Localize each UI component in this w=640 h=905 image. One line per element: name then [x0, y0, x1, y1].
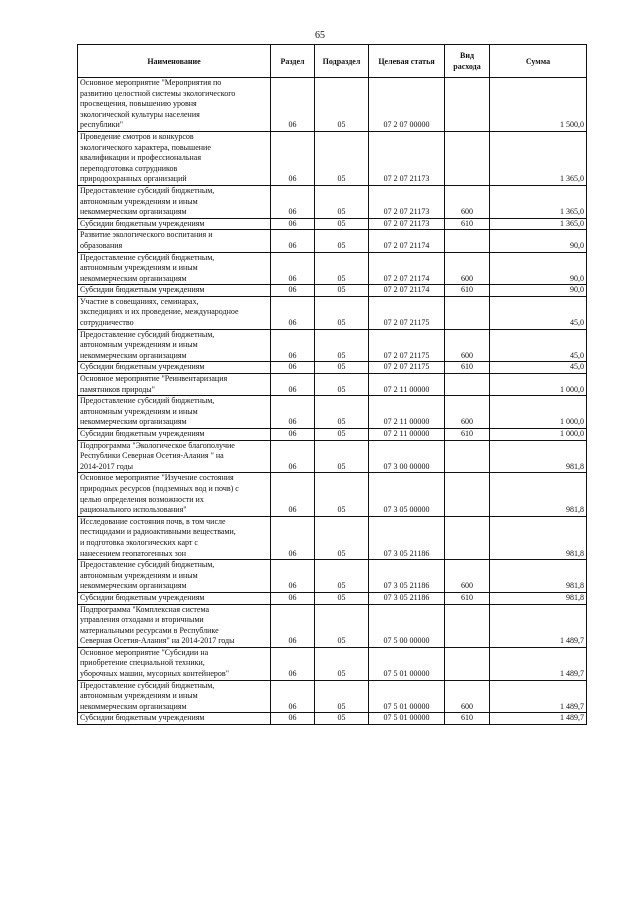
row-summa-cell: 1 489,7: [490, 713, 587, 725]
row-summa-cell: 1 365,0: [490, 185, 587, 218]
row-name-cell: Развитие экологического воспитания и образования: [78, 230, 271, 252]
row-podrazdel-cell: 05: [315, 516, 369, 559]
row-razdel-cell: 06: [271, 647, 315, 680]
row-podrazdel-cell: 05: [315, 185, 369, 218]
row-summa-cell: 1 489,7: [490, 680, 587, 713]
row-podrazdel-cell: 05: [315, 604, 369, 647]
row-vid-cell: 600: [445, 680, 490, 713]
row-vid-cell: 600: [445, 329, 490, 362]
row-name-cell: Субсидии бюджетным учреждениям: [78, 218, 271, 230]
row-name-cell: Субсидии бюджетным учреждениям: [78, 285, 271, 297]
row-vid-cell: [445, 78, 490, 132]
row-podrazdel-cell: 05: [315, 329, 369, 362]
row-name-cell: Основное мероприятие "Мероприятия по развитию целостной системы экологического просвещения, повышению уровня экологической культуры населения республики": [78, 78, 271, 132]
row-razdel-cell: 06: [271, 362, 315, 374]
row-razdel-cell: 06: [271, 285, 315, 297]
row-statya-cell: 07 5 01 00000: [369, 680, 445, 713]
row-statya-cell: 07 2 11 00000: [369, 396, 445, 429]
table-row: [78, 473, 587, 516]
row-vid-cell: [445, 440, 490, 473]
row-vid-cell: 600: [445, 185, 490, 218]
row-razdel-cell: 06: [271, 218, 315, 230]
row-summa-cell: 45,0: [490, 329, 587, 362]
column-header-name: Наименование: [78, 45, 271, 78]
row-statya-cell: 07 2 07 21173: [369, 185, 445, 218]
row-podrazdel-cell: 05: [315, 473, 369, 516]
row-name-cell: Предоставление субсидий бюджетным, автономным учреждениям и иным некоммерческим организациям: [78, 680, 271, 713]
row-statya-cell: 07 5 01 00000: [369, 713, 445, 725]
row-name-cell: Предоставление субсидий бюджетным, автономным учреждениям и иным некоммерческим организациям: [78, 329, 271, 362]
row-vid-cell: 610: [445, 592, 490, 604]
row-statya-cell: 07 2 07 21175: [369, 296, 445, 329]
row-podrazdel-cell: 05: [315, 440, 369, 473]
column-header-razdel: Раздел: [271, 45, 315, 78]
row-podrazdel-cell: 05: [315, 592, 369, 604]
row-summa-cell: 1 489,7: [490, 647, 587, 680]
row-vid-cell: 600: [445, 560, 490, 593]
table-row: [78, 560, 587, 593]
table-row: [78, 429, 587, 441]
table-row: [78, 329, 587, 362]
row-podrazdel-cell: 05: [315, 429, 369, 441]
row-summa-cell: 981,8: [490, 516, 587, 559]
column-header-statya: Целевая статья: [369, 45, 445, 78]
row-statya-cell: 07 2 07 00000: [369, 78, 445, 132]
row-vid-cell: [445, 131, 490, 185]
table-row: [78, 78, 587, 132]
row-summa-cell: 45,0: [490, 362, 587, 374]
table-row: [78, 230, 587, 252]
row-razdel-cell: 06: [271, 374, 315, 396]
table-row: [78, 131, 587, 185]
column-header-podrazdel: Подраздел: [315, 45, 369, 78]
table-row: [78, 374, 587, 396]
row-summa-cell: 1 000,0: [490, 374, 587, 396]
row-statya-cell: 07 3 00 00000: [369, 440, 445, 473]
row-podrazdel-cell: 05: [315, 396, 369, 429]
table-row: [78, 680, 587, 713]
row-statya-cell: 07 2 07 21174: [369, 230, 445, 252]
row-name-cell: Субсидии бюджетным учреждениям: [78, 429, 271, 441]
row-summa-cell: 1 365,0: [490, 131, 587, 185]
column-header-summa: Сумма: [490, 45, 587, 78]
row-razdel-cell: 06: [271, 396, 315, 429]
row-statya-cell: 07 3 05 21186: [369, 592, 445, 604]
row-statya-cell: 07 2 07 21175: [369, 362, 445, 374]
row-vid-cell: [445, 230, 490, 252]
row-name-cell: Подпрограмма "Комплексная система управления отходами и вторичными материальными ресурсами в Республике Северная Осетия-Алания" на 2014-2017 годы: [78, 604, 271, 647]
row-razdel-cell: 06: [271, 131, 315, 185]
row-vid-cell: 610: [445, 362, 490, 374]
table-row: [78, 604, 587, 647]
table-row: [78, 592, 587, 604]
table-row: [78, 218, 587, 230]
row-razdel-cell: 06: [271, 473, 315, 516]
row-statya-cell: 07 2 07 21174: [369, 252, 445, 285]
row-vid-cell: [445, 647, 490, 680]
table-body: [78, 78, 587, 725]
table-row: [78, 252, 587, 285]
table-row: [78, 362, 587, 374]
row-statya-cell: 07 5 00 00000: [369, 604, 445, 647]
row-vid-cell: [445, 473, 490, 516]
row-vid-cell: 610: [445, 713, 490, 725]
row-podrazdel-cell: 05: [315, 680, 369, 713]
row-podrazdel-cell: 05: [315, 252, 369, 285]
row-statya-cell: 07 2 07 21175: [369, 329, 445, 362]
row-summa-cell: 45,0: [490, 296, 587, 329]
row-summa-cell: 90,0: [490, 230, 587, 252]
row-summa-cell: 1 000,0: [490, 429, 587, 441]
page-number: 65: [315, 30, 325, 41]
row-razdel-cell: 06: [271, 296, 315, 329]
row-name-cell: Основное мероприятие "Реинвентаризация памятников природы": [78, 374, 271, 396]
row-razdel-cell: 06: [271, 604, 315, 647]
row-razdel-cell: 06: [271, 592, 315, 604]
row-vid-cell: 610: [445, 429, 490, 441]
table-row: [78, 440, 587, 473]
row-statya-cell: 07 2 07 21174: [369, 285, 445, 297]
table-row: [78, 296, 587, 329]
row-podrazdel-cell: 05: [315, 218, 369, 230]
row-razdel-cell: 06: [271, 680, 315, 713]
row-statya-cell: 07 3 05 00000: [369, 473, 445, 516]
table-row: [78, 713, 587, 725]
row-razdel-cell: 06: [271, 429, 315, 441]
row-razdel-cell: 06: [271, 516, 315, 559]
row-podrazdel-cell: 05: [315, 647, 369, 680]
table-row: [78, 516, 587, 559]
row-summa-cell: 981,8: [490, 560, 587, 593]
row-podrazdel-cell: 05: [315, 78, 369, 132]
row-razdel-cell: 06: [271, 230, 315, 252]
row-vid-cell: [445, 374, 490, 396]
budget-table: [77, 44, 587, 725]
row-name-cell: Проведение смотров и конкурсов экологического характера, повышение квалификации и профессиональная переподготовка сотрудников природоохранных организаций: [78, 131, 271, 185]
row-podrazdel-cell: 05: [315, 560, 369, 593]
row-vid-cell: [445, 516, 490, 559]
row-podrazdel-cell: 05: [315, 296, 369, 329]
row-statya-cell: 07 5 01 00000: [369, 647, 445, 680]
row-name-cell: Субсидии бюджетным учреждениям: [78, 713, 271, 725]
row-vid-cell: 610: [445, 218, 490, 230]
row-statya-cell: 07 3 05 21186: [369, 560, 445, 593]
row-name-cell: Предоставление субсидий бюджетным, автономным учреждениям и иным некоммерческим организациям: [78, 252, 271, 285]
row-summa-cell: 90,0: [490, 285, 587, 297]
row-razdel-cell: 06: [271, 440, 315, 473]
row-summa-cell: 90,0: [490, 252, 587, 285]
row-podrazdel-cell: 05: [315, 131, 369, 185]
row-vid-cell: 600: [445, 252, 490, 285]
table-header-row: [78, 45, 587, 78]
row-name-cell: Основное мероприятие "Субсидии на приобретение специальной техники, уборочных машин, мусорных контейнеров": [78, 647, 271, 680]
row-summa-cell: 981,8: [490, 473, 587, 516]
row-name-cell: Основное мероприятие "Изучение состояния природных ресурсов (подземных вод и почв) с целью определения возможности их рационального использования": [78, 473, 271, 516]
row-statya-cell: 07 3 05 21186: [369, 516, 445, 559]
row-razdel-cell: 06: [271, 560, 315, 593]
row-name-cell: Предоставление субсидий бюджетным, автономным учреждениям и иным некоммерческим организациям: [78, 560, 271, 593]
row-summa-cell: 981,8: [490, 592, 587, 604]
row-razdel-cell: 06: [271, 185, 315, 218]
row-summa-cell: 1 500,0: [490, 78, 587, 132]
row-razdel-cell: 06: [271, 78, 315, 132]
row-razdel-cell: 06: [271, 713, 315, 725]
row-summa-cell: 1 365,0: [490, 218, 587, 230]
row-statya-cell: 07 2 11 00000: [369, 374, 445, 396]
row-vid-cell: 600: [445, 396, 490, 429]
row-name-cell: Субсидии бюджетным учреждениям: [78, 362, 271, 374]
row-podrazdel-cell: 05: [315, 285, 369, 297]
row-podrazdel-cell: 05: [315, 230, 369, 252]
row-vid-cell: [445, 604, 490, 647]
row-statya-cell: 07 2 07 21173: [369, 131, 445, 185]
table-row: [78, 647, 587, 680]
row-name-cell: Исследование состояния почв, в том числе пестицидами и радиоактивными веществами, и подготовка экологических карт с нанесением геопатогенных зон: [78, 516, 271, 559]
row-podrazdel-cell: 05: [315, 374, 369, 396]
row-statya-cell: 07 2 07 21173: [369, 218, 445, 230]
row-name-cell: Предоставление субсидий бюджетным, автономным учреждениям и иным некоммерческим организациям: [78, 396, 271, 429]
row-razdel-cell: 06: [271, 252, 315, 285]
column-header-vid: Вид расхода: [445, 45, 490, 78]
row-name-cell: Предоставление субсидий бюджетным, автономным учреждениям и иным некоммерческим организациям: [78, 185, 271, 218]
row-summa-cell: 1 000,0: [490, 396, 587, 429]
row-name-cell: Подпрограмма "Экологическое благополучие Республики Северная Осетия-Алания " на 2014-2017 годы: [78, 440, 271, 473]
row-summa-cell: 981,8: [490, 440, 587, 473]
row-podrazdel-cell: 05: [315, 362, 369, 374]
row-podrazdel-cell: 05: [315, 713, 369, 725]
row-name-cell: Участие в совещаниях, семинарах, экспедициях и их проведение, международное сотрудничество: [78, 296, 271, 329]
table-row: [78, 396, 587, 429]
table-row: [78, 285, 587, 297]
row-statya-cell: 07 2 11 00000: [369, 429, 445, 441]
table-row: [78, 185, 587, 218]
row-razdel-cell: 06: [271, 329, 315, 362]
row-vid-cell: 610: [445, 285, 490, 297]
row-summa-cell: 1 489,7: [490, 604, 587, 647]
row-vid-cell: [445, 296, 490, 329]
row-name-cell: Субсидии бюджетным учреждениям: [78, 592, 271, 604]
